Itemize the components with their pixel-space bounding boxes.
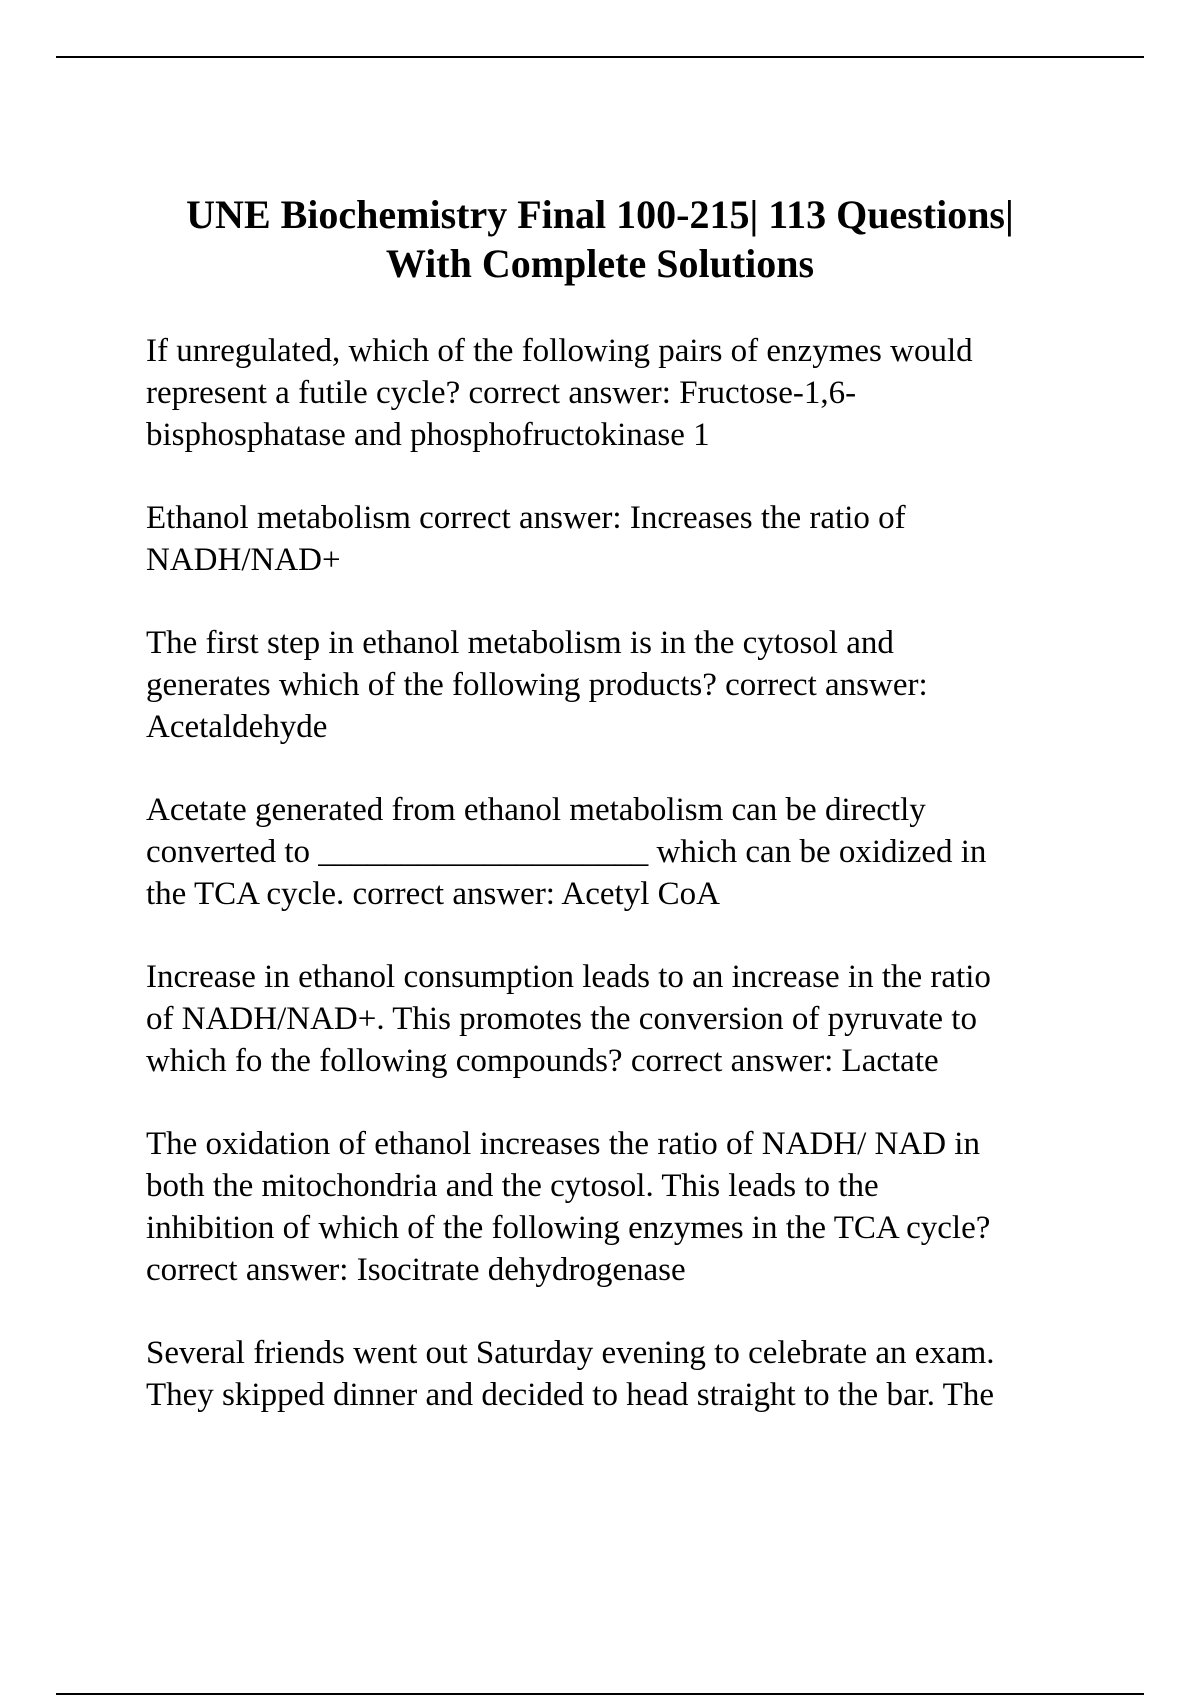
text-line: Acetate generated from ethanol metabolism can be directly [146,792,926,828]
text-line: NADH/NAD+ [146,542,341,578]
text-line: correct answer: Isocitrate dehydrogenase [146,1252,686,1288]
text-line: inhibition of which of the following enzymes in the TCA cycle? [146,1210,991,1246]
question-item [146,789,1106,915]
question-item [146,622,1106,748]
top-divider [56,56,1144,58]
text-line: Ethanol metabolism correct answer: Increases the ratio of [146,500,906,536]
bottom-divider [56,1693,1144,1695]
question-item [146,956,1106,1082]
text-line: If unregulated, which of the following pairs of enzymes would [146,333,973,369]
text-line: They skipped dinner and decided to head straight to the bar. The [146,1377,994,1413]
question-item [146,497,1106,581]
text-line: The oxidation of ethanol increases the ratio of NADH/ NAD in [146,1126,980,1162]
text-line: Increase in ethanol consumption leads to an increase in the ratio [146,959,991,995]
document-title [100,190,1100,288]
title-line: UNE Biochemistry Final 100-215| 113 Questions| [186,192,1014,237]
question-list [146,330,1106,1416]
text-line: The first step in ethanol metabolism is in the cytosol and [146,625,894,661]
text-line: represent a futile cycle? correct answer: Fructose-1,6- [146,375,857,411]
text-line: the TCA cycle. correct answer: Acetyl CoA [146,876,720,912]
text-line: Acetaldehyde [146,709,328,745]
text-line: Several friends went out Saturday evening to celebrate an exam. [146,1335,995,1371]
question-item [146,1123,1106,1291]
text-line: which fo the following compounds? correct answer: Lactate [146,1043,939,1079]
question-item [146,1332,1106,1416]
text-line: converted to ____________________ which can be oxidized in [146,834,987,870]
text-line: of NADH/NAD+. This promotes the conversion of pyruvate to [146,1001,977,1037]
text-line: bisphosphatase and phosphofructokinase 1 [146,417,710,453]
title-line: With Complete Solutions [385,241,815,286]
text-line: both the mitochondria and the cytosol. This leads to the [146,1168,879,1204]
text-line: generates which of the following products? correct answer: [146,667,928,703]
question-item [146,330,1106,456]
